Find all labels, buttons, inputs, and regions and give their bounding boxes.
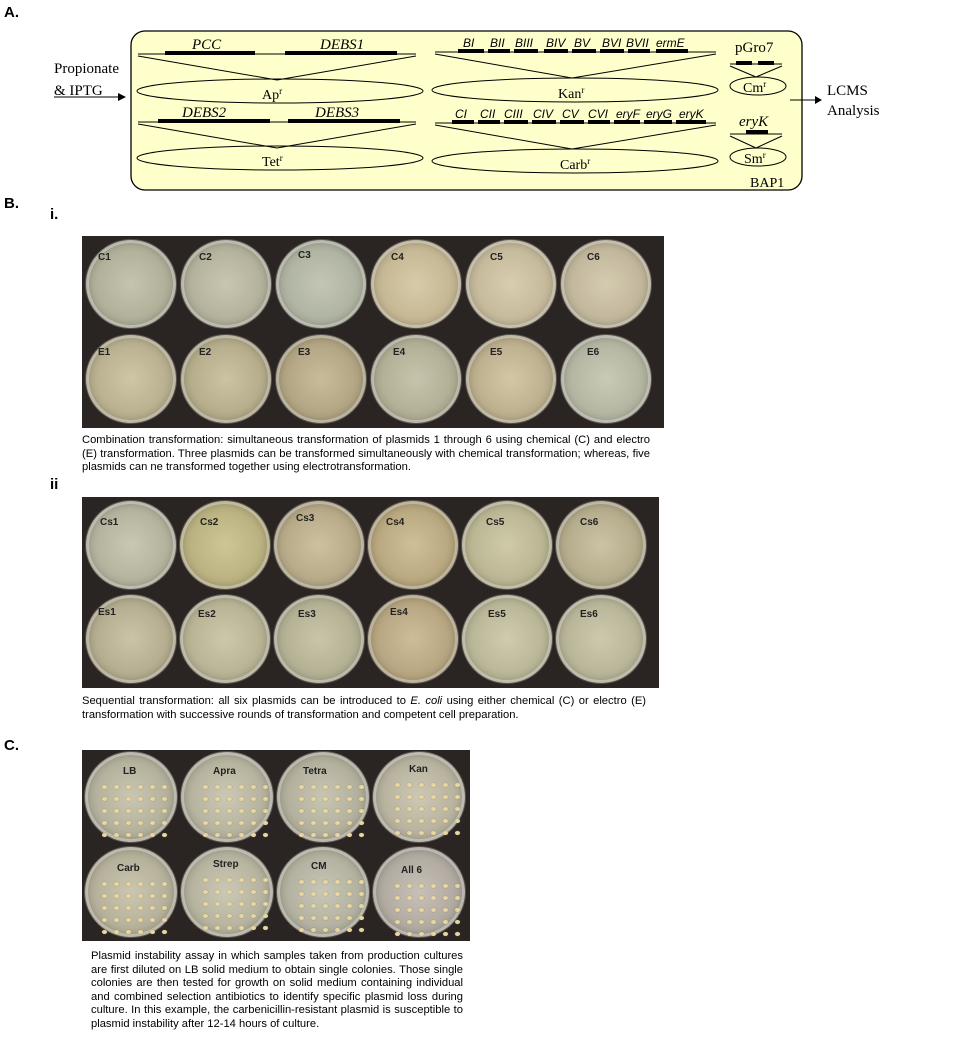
plate: CM [277,847,369,937]
plate: Es4 [368,595,458,683]
plate: E6 [561,335,651,423]
gene-label: BV [574,36,591,50]
gene-label: eryF [616,107,640,121]
plate: Carb [85,847,177,937]
gene-label: BII [490,36,505,50]
plate: Cs5 [462,501,552,589]
marker-sup: r [279,86,283,96]
instability-caption: Plasmid instability assay in which samples taken from production cultures are first diluted on LB solid medium to obtain single colonies. Those single colonies are then tested for growth on solid medium containing individual and combined selection antibiotics to identify specific plasmid loss during culture. In this example, the carbenicillin-resistant plasmid is susceptible to plasmid instability after 12-14 hours of culture. [91,950,463,1030]
panel-label-b: B. [4,195,19,212]
plate: C5 [466,240,556,328]
marker-sup: r [762,150,766,160]
plate: LB [85,752,177,842]
gene-label: DEBS1 [320,37,365,53]
gene-label: CIII [504,107,523,121]
plate: Cs1 [86,501,176,589]
svg-text:Tetr [262,153,283,170]
panel-label-b-ii: ii [50,476,59,493]
instability-plates-photo [82,750,470,941]
marker-sup: r [763,79,767,89]
input-label-1: Propionate [54,61,119,77]
marker-label: Carb [560,158,588,173]
marker-sup: r [581,85,585,95]
plate: E5 [466,335,556,423]
svg-text:Kanr [558,85,584,102]
plate: Cs4 [368,501,458,589]
plate: E1 [86,335,176,423]
plate: Es2 [180,595,270,683]
plate: E3 [276,335,366,423]
plate: C3 [276,240,366,328]
marker-label: Kan [558,87,582,102]
output-label-2: Analysis [827,103,880,119]
plate: E2 [181,335,271,423]
plate: Es6 [556,595,646,683]
plate: Tetra [277,752,369,842]
plate: C1 [86,240,176,328]
svg-text:Cmr [743,79,766,96]
panel-label-a: A. [4,4,19,21]
gene-label: DEBS2 [182,105,227,121]
gene-label: eryG [646,107,673,121]
plate: C6 [561,240,651,328]
gene-label: ermE [656,36,685,50]
plate: Cs2 [180,501,270,589]
combination-caption: Combination transformation: simultaneous transformation of plasmids 1 through 6 using chemical (C) and electro (E) transformation. Three plasmids can be transformed simultaneously with chemical transformation; whereas, five plasmids can ne transformed together using electrotransformation. [82,434,650,473]
plate: Cs3 [274,501,364,589]
strain-label: BAP1 [750,176,785,191]
plate: E4 [371,335,461,423]
gene-label: BVII [626,36,649,50]
gene-label: PCC [192,37,222,53]
gene-label: BI [463,36,475,50]
output-label-1: LCMS [827,83,868,99]
gene-label: eryK [679,107,704,121]
marker-sup: r [587,156,591,166]
marker-label: Sm [744,152,763,167]
gene-label: BIII [515,36,534,50]
pathway-diagram [0,0,960,195]
plate: Es3 [274,595,364,683]
plate: Es5 [462,595,552,683]
plate: Apra [181,752,273,842]
plate: C2 [181,240,271,328]
gene-label: CVI [588,107,609,121]
gene-label: BVI [602,36,622,50]
sequential-caption: Sequential transformation: all six plasmids can be introduced to E. coli using either chemical (C) or electro (E) transformation with successive rounds of transformation and competent cell preparation. [82,695,647,721]
marker-label: Ap [262,88,280,103]
plate: Cs6 [556,501,646,589]
input-label-2: & IPTG [54,83,103,99]
gene-label: pGro7 [735,40,774,56]
marker-label: Cm [743,81,764,96]
panel-label-c: C. [4,737,19,754]
plate: Kan [373,752,465,842]
plate: Es1 [86,595,176,683]
plate: Strep [181,847,273,937]
marker-label: Tet [262,155,280,170]
gene-label: BIV [546,36,566,50]
sequential-plates-photo [82,497,659,688]
panel-label-b-i: i. [50,206,59,223]
svg-text:Smr [744,150,766,167]
marker-sup: r [279,153,283,163]
svg-text:Carbr [560,156,590,173]
plate: C4 [371,240,461,328]
combination-plates-photo [82,236,664,428]
gene-label: CII [480,107,496,121]
svg-text:Apr [262,86,282,103]
gene-label: DEBS3 [315,105,360,121]
gene-label: CI [455,107,467,121]
gene-label: eryK [739,114,769,130]
gene-label: CIV [533,107,554,121]
gene-label: CV [562,107,579,121]
plate: All 6 [373,847,465,937]
